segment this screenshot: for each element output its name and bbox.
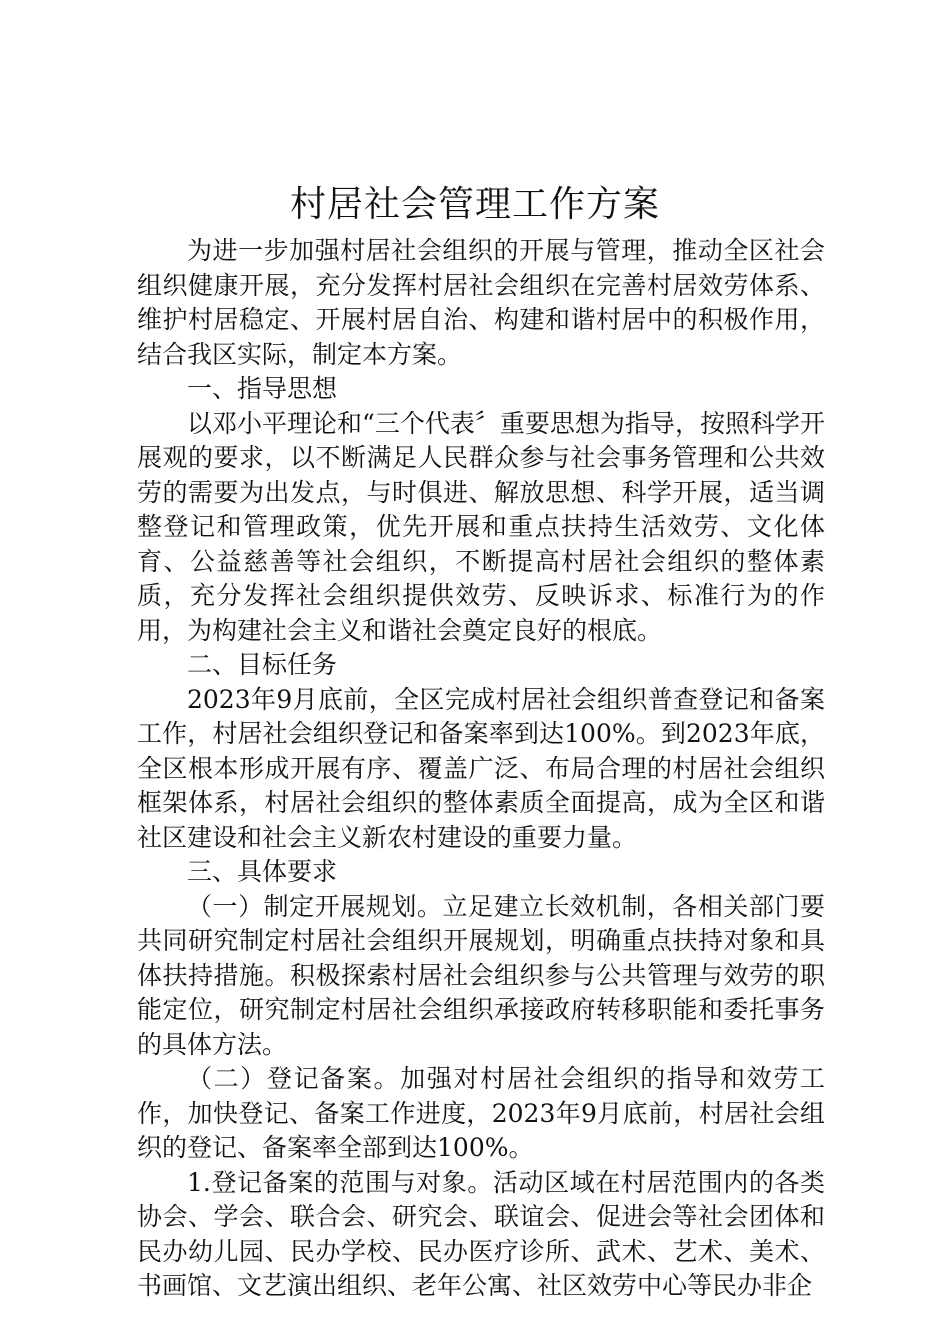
goals-paragraph: 2023年9月底前，全区完成村居社会组织普查登记和备案工作，村居社会组织登记和备案率到达100%。到2023年底，全区根本形成开展有序、覆盖广泛、布局合理的村居社会组织框架体系，村居社会组织的整体素质全面提高，成为全区和谐社区建设和社会主义新农村建设的重要力量。: [137, 684, 825, 852]
requirement-2-paragraph: （二）登记备案。加强对村居社会组织的指导和效劳工作，加快登记、备案工作进度，2023年9月底前，村居社会组织的登记、备案率全部到达100%。: [137, 1064, 825, 1162]
section-heading-guiding-thought: 一、指导思想: [187, 374, 338, 403]
section-heading-goals: 二、目标任务: [187, 650, 338, 679]
intro-paragraph: 为进一步加强村居社会组织的开展与管理，推动全区社会组织健康开展，充分发挥村居社会组织在完善村居效劳体系、维护村居稳定、开展村居自治、构建和谐村居中的积极作用，结合我区实际，制定本方案。: [137, 236, 825, 369]
document-body: [137, 234, 825, 1304]
requirement-1-paragraph: （一）制定开展规划。立足建立长效机制，各相关部门要共同研究制定村居社会组织开展规划，明确重点扶持对象和具体扶持措施。积极探索村居社会组织参与公共管理与效劳的职能定位，研究制定村居社会组织承接政府转移职能和委托事务的具体方法。: [137, 891, 825, 1059]
document-title: 村居社会管理工作方案: [289, 184, 660, 225]
guiding-thought-paragraph: 以邓小平理论和“三个代表〞重要思想为指导，按照科学开展观的要求，以不断满足人民群众参与社会事务管理和公共效劳的需要为出发点，与时俱进、解放思想、科学开展，适当调整登记和管理政策，优先开展和重点扶持生活效劳、文化体育、公益慈善等社会组织，不断提高村居社会组织的整体素质，充分发挥社会组织提供效劳、反映诉求、标准行为的作用，为构建社会主义和谐社会奠定良好的根底。: [137, 408, 825, 645]
scope-paragraph: 1.登记备案的范围与对象。活动区域在村居范围内的各类协会、学会、联合会、研究会、联谊会、促进会等社会团体和民办幼儿园、民办学校、民办医疗诊所、武术、艺术、美术、书画馆、文艺演出组织、老年公寓、社区效劳中心等民办非企: [137, 1167, 825, 1300]
section-heading-requirements: 三、具体要求: [187, 857, 338, 886]
